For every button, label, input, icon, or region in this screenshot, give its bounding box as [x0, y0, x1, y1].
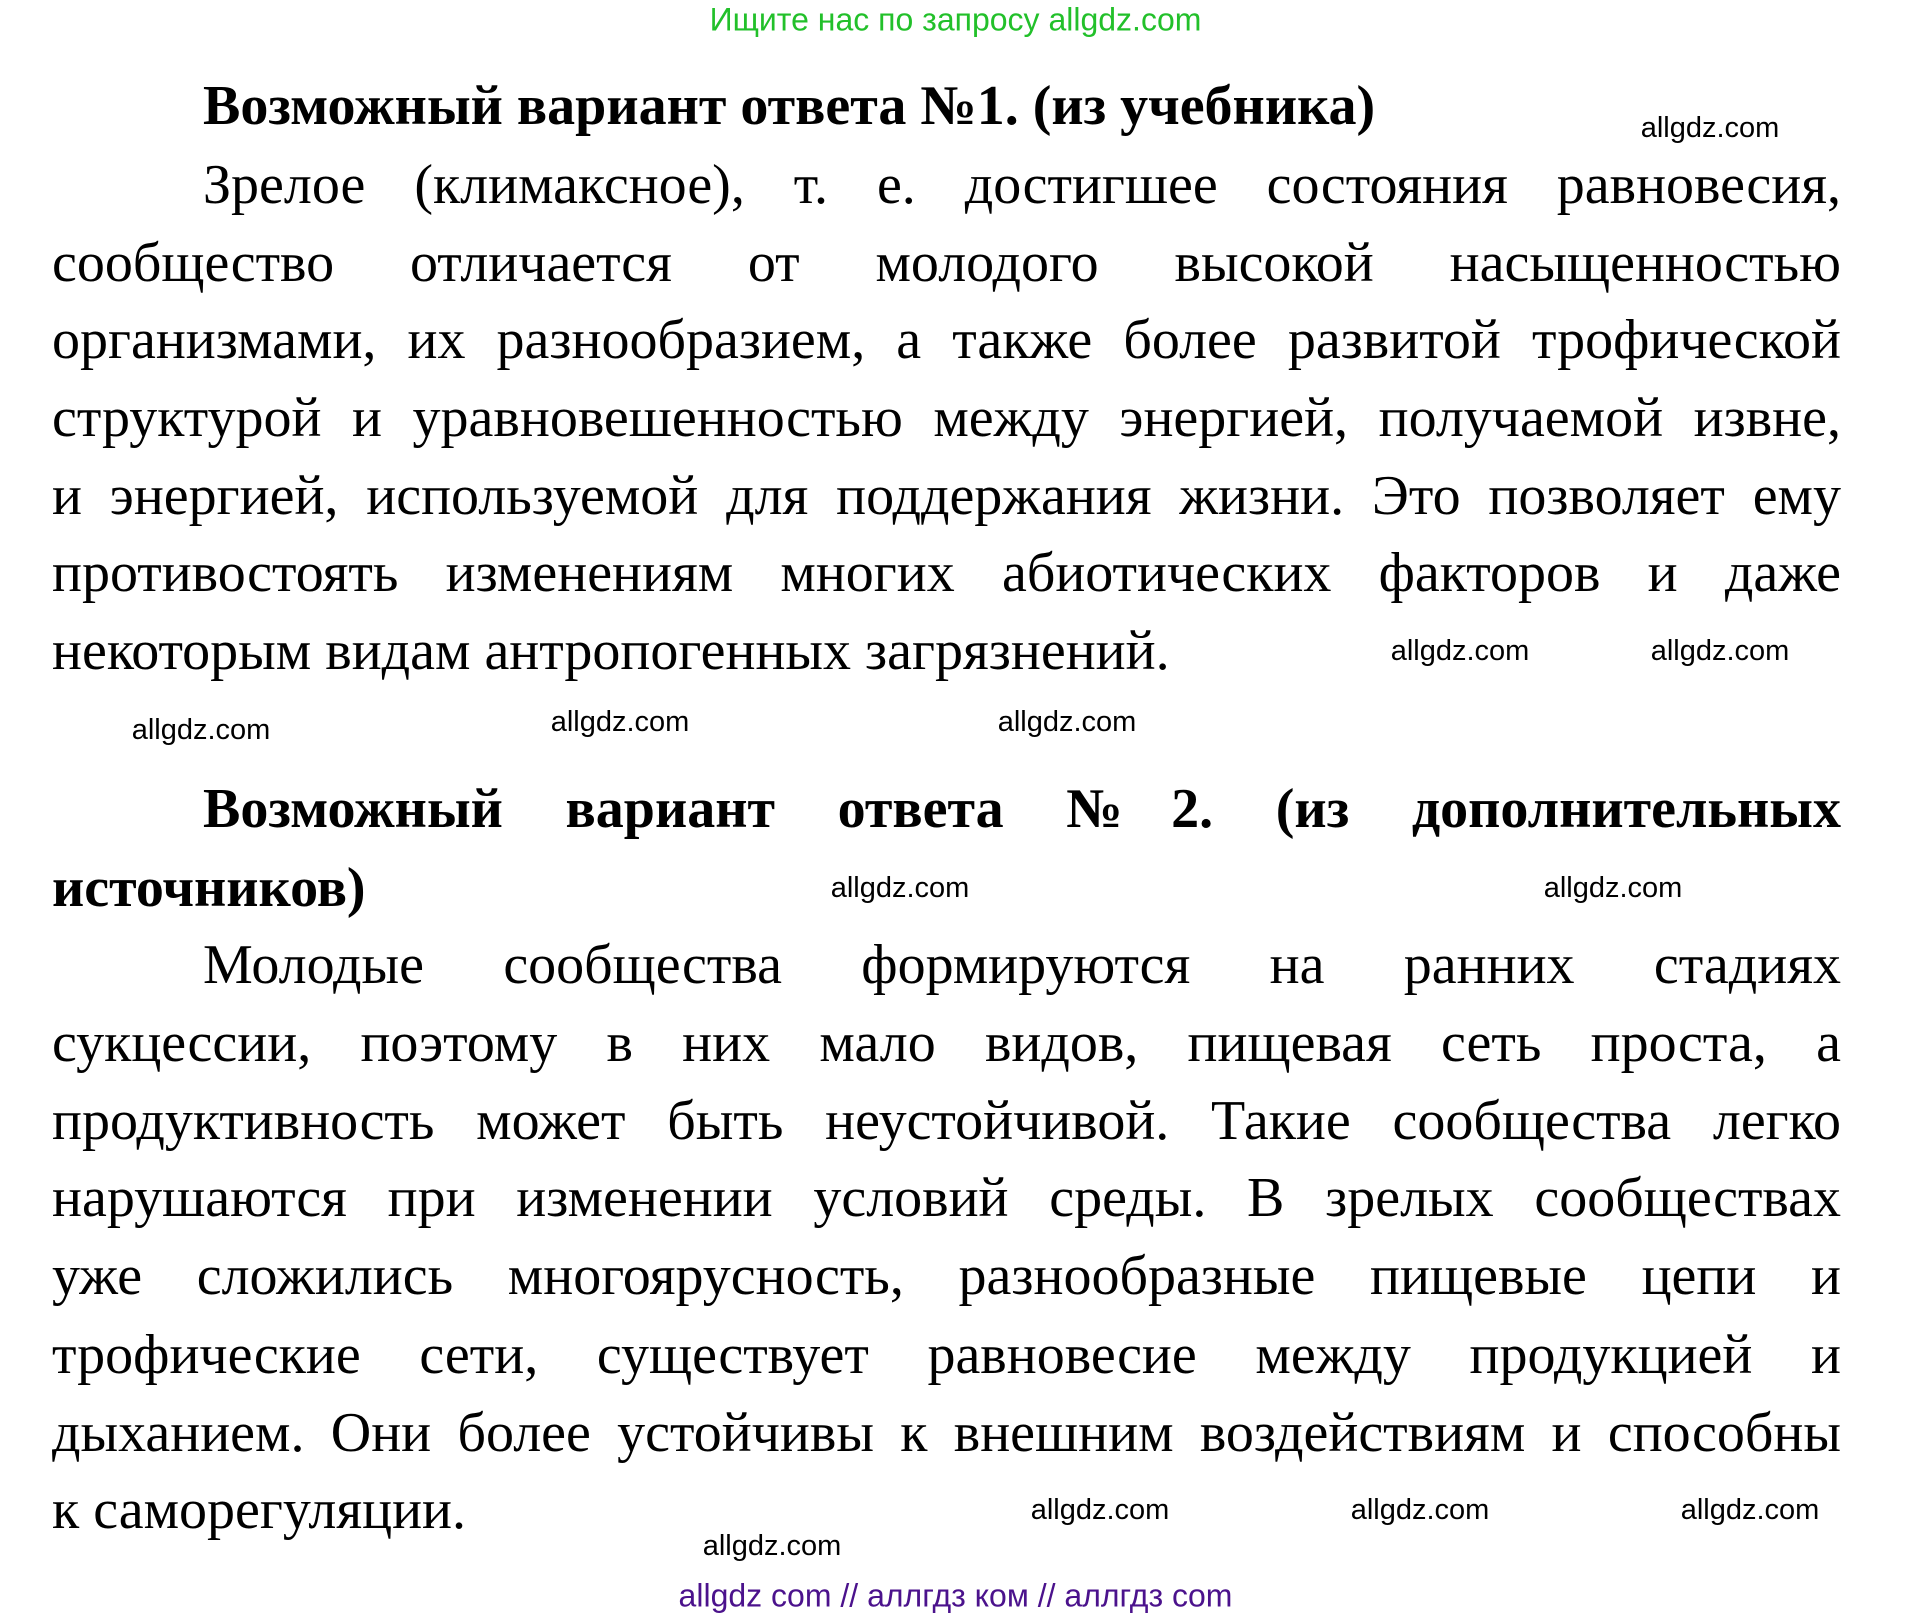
answer2-line: уже сложились многоярусность, разнообразные пищевые цепи и — [52, 1245, 1841, 1307]
header-search-hint: Ищите нас по запросу allgdz.com — [709, 1, 1202, 38]
answer1-line: и энергией, используемой для поддержания жизни. Это позволяет ему — [52, 465, 1841, 527]
watermark: allgdz.com — [1543, 872, 1683, 904]
watermark: allgdz.com — [1640, 112, 1780, 144]
answer2-line: трофические сети, существует равновесие между продукцией и — [52, 1324, 1841, 1386]
watermark: allgdz.com — [997, 706, 1137, 738]
answer1-line: некоторым видам антропогенных загрязнений. — [52, 620, 1170, 682]
answer1-line: Зрелое (климаксное), т. е. достигшее состояния равновесия, — [203, 154, 1841, 216]
answer1-title: Возможный вариант ответа №1. (из учебника) — [203, 75, 1376, 137]
watermark: allgdz.com — [1390, 635, 1530, 667]
watermark: allgdz.com — [131, 714, 271, 746]
answer1-line: сообщество отличается от молодого высокой насыщенностью — [52, 232, 1841, 294]
answer2-title: Возможный вариант ответа №2. (из дополнительных — [203, 778, 1841, 840]
answer2-line: нарушаются при изменении условий среды. В зрелых сообществах — [52, 1167, 1841, 1229]
answer2-line: продуктивность может быть неустойчивой. Такие сообщества легко — [52, 1090, 1841, 1152]
watermark: allgdz.com — [702, 1530, 842, 1562]
footer-links: allgdz com // аллгдз ком // аллгдз com — [678, 1577, 1233, 1614]
watermark: allgdz.com — [550, 706, 690, 738]
answer2-line: сукцессии, поэтому в них мало видов, пищевая сеть проста, а — [52, 1012, 1841, 1074]
answer1-line: организмами, их разнообразием, а также более развитой трофической — [52, 309, 1841, 371]
watermark: allgdz.com — [830, 872, 970, 904]
watermark: allgdz.com — [1030, 1494, 1170, 1526]
watermark: allgdz.com — [1680, 1494, 1820, 1526]
answer1-line: структурой и уравновешенностью между энергией, получаемой извне, — [52, 387, 1841, 449]
watermark: allgdz.com — [1650, 635, 1790, 667]
answer2-line: к саморегуляции. — [52, 1479, 467, 1541]
answer2-line: Молодые сообщества формируются на ранних стадиях — [203, 934, 1841, 996]
answer2-title-cont: источников) — [52, 857, 366, 919]
answer2-line: дыханием. Они более устойчивы к внешним воздействиям и способны — [52, 1402, 1841, 1464]
watermark: allgdz.com — [1350, 1494, 1490, 1526]
answer1-line: противостоять изменениям многих абиотических факторов и даже — [52, 542, 1841, 604]
